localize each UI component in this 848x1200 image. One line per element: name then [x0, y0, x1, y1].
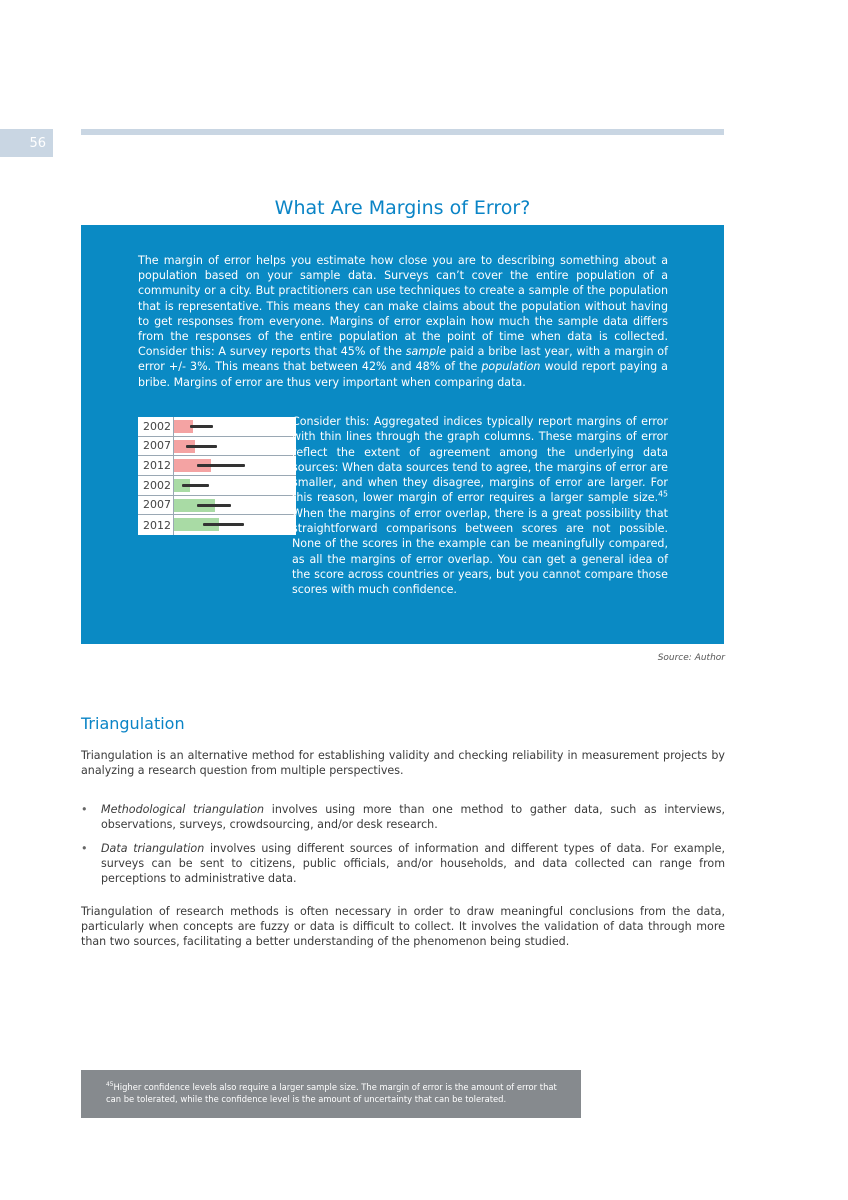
- chart-row: [138, 437, 296, 457]
- bullet-data: [81, 841, 725, 887]
- consider-text-2: When the margins of error overlap, there is a great possibility that straightforward comparisons between scores are not possible. None of the scores in the example can be meaningfully compared, as all the margins of error overlap. You can get a general idea of the score across countries or years, but you cannot compare those scores with much confidence.: [292, 506, 668, 597]
- chart-category-label: 2002: [138, 476, 174, 495]
- intro-text-3: would report paying a bribe. Margins of error are thus very important when comparing data.: [138, 360, 668, 389]
- margins-of-error-box: [81, 225, 724, 644]
- chart-row: [138, 515, 296, 535]
- intro-text-2: paid a bribe last year, with a margin of error +/- 3%. This means that between 42% and 48% of the: [138, 345, 668, 374]
- bullet-term: Methodological triangulation: [101, 803, 265, 816]
- box-title: What Are Margins of Error?: [274, 197, 531, 219]
- margin-of-error-chart: [138, 417, 296, 535]
- section-heading-triangulation: Triangulation: [81, 714, 185, 733]
- chart-error-bar: [197, 464, 245, 467]
- intro-text-1: The margin of error helps you estimate how close you are to describing something about a population based on your sample data. Surveys can’t cover the entire population of a community or a city. But practitioners can use techniques to create a sample of the population that is representative. This means they can make claims about the population without having to get responses from everyone. Margins of error explain how much the sample data differs from the responses of the entire population at the point of time when data is collected. Consider this: A survey reports that 45% of the: [138, 254, 668, 359]
- page-number: 56: [0, 129, 53, 157]
- consider-paragraph: [292, 414, 668, 598]
- chart-row: [138, 476, 296, 496]
- chart-row: [138, 496, 296, 516]
- footnote-number: 45: [106, 1082, 114, 1089]
- bullet-body: involves using more than one method to gather data, such as interviews, observations, surveys, crowdsourcing, and/or desk research.: [101, 803, 725, 832]
- footnote-text: Higher confidence levels also require a larger sample size. The margin of error is the amount of error that can be tolerated, while the confidence level is the amount of uncertainty that can be tolerated.: [106, 1082, 557, 1104]
- chart-error-bar: [203, 523, 244, 526]
- chart-row: [138, 456, 296, 476]
- bullet-marker: •: [81, 842, 88, 855]
- chart-row: [138, 417, 296, 437]
- intro-paragraph: [138, 253, 668, 390]
- chart-category-label: 2007: [138, 496, 174, 515]
- chart-category-label: 2007: [138, 437, 174, 456]
- header-rule: [81, 129, 724, 135]
- intro-emphasis-sample: sample: [405, 345, 447, 359]
- bullet-marker: •: [81, 803, 88, 816]
- consider-text-1: Consider this: Aggregated indices typically report margins of error with thin lines through the graph columns. These margins of error reflect the extent of agreement among the underlying data sources: When data sources tend to agree, the margins of error are smaller, and when they disagree, margins of error are larger. For this reason, lower margin of error requires a larger sample size.: [292, 415, 668, 505]
- chart-category-label: 2012: [138, 456, 174, 475]
- triangulation-intro: Triangulation is an alternative method for establishing validity and checking reliability in measurement projects by analyzing a research question from multiple perspectives.: [81, 749, 725, 778]
- chart-error-bar: [186, 445, 217, 448]
- footnote-box: [81, 1070, 581, 1118]
- chart-category-label: 2012: [138, 515, 174, 535]
- bullet-body: involves using different sources of information and different types of data. For example, surveys can be sent to citizens, public officials, and/or households, and data collected can range from perceptions to administrative data.: [101, 842, 725, 886]
- chart-error-bar: [190, 425, 213, 428]
- triangulation-closing: Triangulation of research methods is often necessary in order to draw meaningful conclusions from the data, particularly when concepts are fuzzy or data is difficult to collect. It involves the validation of data through more than two sources, facilitating a better understanding of the phenomenon being studied.: [81, 905, 725, 949]
- footnote-reference[interactable]: 45: [658, 489, 668, 499]
- bullet-text: [101, 802, 725, 832]
- bullet-text: [101, 841, 725, 887]
- bullet-term: Data triangulation: [101, 842, 205, 855]
- intro-emphasis-population: population: [481, 360, 541, 374]
- bullet-methodological: [81, 802, 725, 832]
- chart-error-bar: [182, 484, 209, 487]
- source-credit: Source: Author: [657, 653, 725, 663]
- chart-category-label: 2002: [138, 417, 174, 436]
- chart-error-bar: [197, 504, 231, 507]
